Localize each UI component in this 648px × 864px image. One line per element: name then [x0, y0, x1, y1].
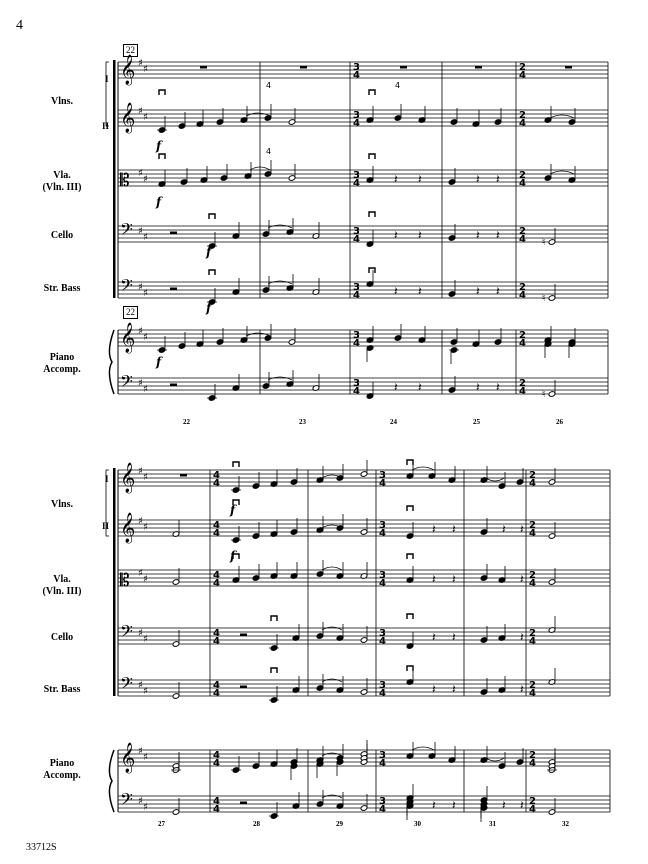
fingering-label: 4 — [266, 81, 272, 90]
slur — [322, 567, 342, 570]
half-rest-icon — [240, 802, 247, 805]
svg-text:3: 3 — [353, 378, 360, 389]
slur — [268, 377, 292, 380]
svg-text:♮: ♮ — [542, 293, 546, 304]
catalog-number: 33712S — [26, 842, 57, 853]
key-sharp-icon: ♯ — [138, 378, 143, 389]
slur — [412, 747, 434, 750]
quarter-rest-icon: 𝄽 — [496, 172, 500, 186]
key-sharp-icon: ♯ — [138, 326, 143, 337]
bar-number: 32 — [562, 820, 569, 828]
label-cello-s1: Cello — [50, 230, 74, 241]
bar-number: 27 — [158, 820, 165, 828]
key-sharp-icon: ♯ — [138, 226, 143, 237]
slur — [246, 333, 270, 336]
down-bow-icon — [271, 616, 277, 621]
key-sharp-icon: ♯ — [143, 802, 148, 813]
svg-text:3: 3 — [353, 226, 360, 237]
strings-bracket — [113, 468, 116, 696]
svg-text:4: 4 — [529, 758, 536, 769]
svg-text:3: 3 — [379, 470, 386, 481]
svg-text:4: 4 — [213, 478, 220, 489]
svg-text:4: 4 — [353, 118, 360, 129]
down-bow-icon — [369, 268, 375, 273]
page-number: 4 — [16, 18, 23, 33]
key-sharp-icon: ♯ — [138, 58, 143, 69]
slur — [486, 758, 504, 761]
quarter-rest-icon: 𝄽 — [520, 630, 524, 644]
down-bow-icon — [407, 614, 413, 619]
violin-ii-label: II — [102, 121, 110, 131]
quarter-rest-icon: 𝄽 — [476, 284, 480, 298]
svg-text:2: 2 — [529, 796, 536, 807]
violin-i-label-s2: I — [105, 474, 109, 484]
svg-text:4: 4 — [213, 636, 220, 647]
fingering-label: 4 — [395, 81, 401, 90]
quarter-rest-icon: 𝄽 — [394, 284, 398, 298]
svg-text:4: 4 — [519, 70, 526, 81]
dynamic-forte: f — [156, 139, 162, 153]
slur — [550, 115, 574, 118]
key-sharp-icon: ♯ — [143, 522, 148, 533]
svg-text:4: 4 — [519, 386, 526, 397]
key-sharp-icon: ♯ — [138, 516, 143, 527]
treble-clef-icon: 𝄞 — [120, 743, 136, 773]
key-sharp-icon: ♯ — [138, 746, 143, 757]
svg-text:4: 4 — [379, 636, 386, 647]
quarter-rest-icon: 𝄽 — [476, 228, 480, 242]
svg-text:3: 3 — [353, 282, 360, 293]
label-bass-s1: Str. Bass — [43, 283, 81, 294]
quarter-rest-icon: 𝄽 — [418, 380, 422, 394]
slur — [486, 478, 504, 481]
quarter-rest-icon: 𝄽 — [502, 798, 506, 812]
whole-rest-icon — [400, 66, 407, 69]
half-rest-icon — [240, 686, 247, 689]
svg-text:4: 4 — [529, 478, 536, 489]
svg-text:4: 4 — [529, 578, 536, 589]
key-sharp-icon: ♯ — [143, 174, 148, 185]
bass-clef-icon: 𝄢 — [120, 219, 133, 243]
svg-text:2: 2 — [519, 110, 526, 121]
quarter-rest-icon: 𝄽 — [394, 228, 398, 242]
svg-text:4: 4 — [213, 520, 220, 531]
quarter-rest-icon: 𝄽 — [418, 172, 422, 186]
key-sharp-icon: ♯ — [138, 796, 143, 807]
whole-rest-icon — [180, 474, 187, 477]
svg-text:2: 2 — [519, 170, 526, 181]
quarter-rest-icon: 𝄽 — [496, 284, 500, 298]
svg-text:3: 3 — [353, 110, 360, 121]
quarter-rest-icon: 𝄽 — [520, 572, 524, 586]
svg-text:4: 4 — [213, 688, 220, 699]
label-piano-line1: Piano — [49, 352, 75, 363]
quarter-rest-icon: 𝄽 — [496, 380, 500, 394]
piano-brace-icon — [109, 330, 114, 394]
whole-rest-icon — [200, 66, 207, 69]
slur — [322, 795, 342, 798]
bar-number: 29 — [336, 820, 343, 828]
svg-text:4: 4 — [213, 578, 220, 589]
down-bow-icon — [407, 506, 413, 511]
slur — [246, 113, 270, 116]
down-bow-icon — [271, 668, 277, 673]
bass-clef-icon: 𝄢 — [120, 789, 133, 813]
down-bow-icon — [159, 154, 165, 159]
label-piano-line2: Accomp. — [43, 364, 81, 375]
label-cello-s2: Cello — [50, 632, 74, 643]
svg-text:♮: ♮ — [542, 237, 546, 248]
dynamic-forte: f — [156, 195, 162, 209]
label-violins-s1: Vlns. — [51, 96, 73, 107]
label-viola-line2: (Vln. III) — [42, 182, 82, 193]
key-sharp-icon: ♯ — [143, 472, 148, 483]
label-viola-line1: Vla. — [53, 170, 71, 181]
svg-text:4: 4 — [213, 758, 220, 769]
quarter-rest-icon: 𝄽 — [452, 630, 456, 644]
key-sharp-icon: ♯ — [143, 332, 148, 343]
down-bow-icon — [209, 270, 215, 275]
slur — [268, 225, 292, 228]
treble-clef-icon: 𝄞 — [120, 513, 136, 543]
svg-text:4: 4 — [213, 628, 220, 639]
treble-clef-icon: 𝄞 — [120, 103, 136, 133]
treble-clef-icon: 𝄞 — [120, 463, 136, 493]
svg-text:4: 4 — [379, 688, 386, 699]
svg-text:4: 4 — [379, 804, 386, 815]
slur — [412, 467, 434, 470]
bar-number: 22 — [183, 418, 190, 426]
svg-text:2: 2 — [519, 282, 526, 293]
quarter-rest-icon: 𝄽 — [394, 380, 398, 394]
half-rest-icon — [170, 288, 177, 291]
half-rest-icon — [170, 384, 177, 387]
svg-text:4: 4 — [213, 570, 220, 581]
down-bow-icon — [407, 460, 413, 465]
svg-text:4: 4 — [213, 750, 220, 761]
alto-clef-icon: 𝄡 — [120, 171, 130, 191]
svg-text:♮: ♮ — [542, 389, 546, 400]
key-sharp-icon: ♯ — [138, 106, 143, 117]
key-sharp-icon: ♯ — [143, 384, 148, 395]
svg-text:4: 4 — [519, 118, 526, 129]
key-sharp-icon: ♯ — [143, 634, 148, 645]
svg-text:4: 4 — [213, 804, 220, 815]
svg-text:4: 4 — [213, 796, 220, 807]
svg-text:2: 2 — [519, 226, 526, 237]
quarter-rest-icon: 𝄽 — [496, 228, 500, 242]
svg-text:2: 2 — [529, 520, 536, 531]
svg-text:3: 3 — [379, 796, 386, 807]
slur — [268, 281, 292, 284]
bar-number: 24 — [390, 418, 397, 426]
quarter-rest-icon: 𝄽 — [432, 682, 436, 696]
svg-text:4: 4 — [519, 290, 526, 301]
svg-text:4: 4 — [213, 528, 220, 539]
down-bow-icon — [407, 554, 413, 559]
bar-number: 31 — [489, 820, 496, 828]
svg-text:4: 4 — [379, 528, 386, 539]
svg-text:2: 2 — [529, 680, 536, 691]
bar-number: 28 — [253, 820, 260, 828]
whole-rest-icon — [565, 66, 572, 69]
quarter-rest-icon: 𝄽 — [452, 798, 456, 812]
rehearsal-mark-strings: 22 — [123, 44, 138, 57]
violin-ii-label-s2: II — [102, 521, 110, 531]
treble-clef-icon: 𝄞 — [120, 55, 136, 85]
down-bow-icon — [209, 214, 215, 219]
dynamic-forte: f — [206, 301, 212, 315]
dynamic-forte: f — [230, 549, 236, 563]
quarter-rest-icon: 𝄽 — [452, 572, 456, 586]
svg-text:2: 2 — [529, 570, 536, 581]
svg-text:4: 4 — [353, 178, 360, 189]
svg-text:4: 4 — [379, 578, 386, 589]
down-bow-icon — [369, 90, 375, 95]
key-sharp-icon: ♯ — [143, 752, 148, 763]
svg-text:2: 2 — [529, 470, 536, 481]
label-piano-s2: Piano Accomp. — [43, 758, 81, 781]
key-sharp-icon: ♯ — [143, 112, 148, 123]
key-sharp-icon: ♯ — [138, 568, 143, 579]
quarter-rest-icon: 𝄽 — [520, 682, 524, 696]
key-sharp-icon: ♯ — [143, 232, 148, 243]
bass-clef-icon: 𝄢 — [120, 621, 133, 645]
bar-number: 25 — [473, 418, 480, 426]
piano-brace-icon — [109, 750, 114, 812]
bar-number: 30 — [414, 820, 421, 828]
key-sharp-icon: ♯ — [143, 64, 148, 75]
alto-clef-icon: 𝄡 — [120, 571, 130, 591]
violin-i-label: I — [105, 74, 109, 84]
svg-text:4: 4 — [529, 528, 536, 539]
svg-text:4: 4 — [529, 804, 536, 815]
down-bow-icon — [233, 462, 239, 467]
quarter-rest-icon: 𝄽 — [520, 522, 524, 536]
label-viola-s2: Vla. (Vln. III) — [42, 574, 82, 597]
svg-text:2: 2 — [529, 750, 536, 761]
svg-text:4: 4 — [379, 478, 386, 489]
quarter-rest-icon: 𝄽 — [432, 798, 436, 812]
svg-text:3: 3 — [379, 520, 386, 531]
svg-text:4: 4 — [353, 290, 360, 301]
svg-text:3: 3 — [353, 170, 360, 181]
svg-text:2: 2 — [519, 330, 526, 341]
svg-text:3: 3 — [379, 628, 386, 639]
quarter-rest-icon: 𝄽 — [432, 630, 436, 644]
whole-rest-icon — [300, 66, 307, 69]
key-sharp-icon: ♯ — [143, 288, 148, 299]
whole-rest-icon — [475, 66, 482, 69]
svg-text:2: 2 — [529, 628, 536, 639]
slur — [322, 627, 342, 630]
quarter-rest-icon: 𝄽 — [418, 284, 422, 298]
rehearsal-mark-piano: 22 — [123, 306, 138, 319]
quarter-rest-icon: 𝄽 — [432, 522, 436, 536]
svg-text:4: 4 — [213, 680, 220, 691]
quarter-rest-icon: 𝄽 — [418, 228, 422, 242]
key-sharp-icon: ♯ — [138, 466, 143, 477]
key-sharp-icon: ♯ — [143, 686, 148, 697]
svg-text:4: 4 — [529, 636, 536, 647]
svg-text:4: 4 — [353, 234, 360, 245]
svg-text:3: 3 — [353, 330, 360, 341]
key-sharp-icon: ♯ — [138, 282, 143, 293]
bass-clef-icon: 𝄢 — [120, 275, 133, 299]
down-bow-icon — [369, 154, 375, 159]
quarter-rest-icon: 𝄽 — [452, 522, 456, 536]
treble-clef-icon: 𝄞 — [120, 323, 136, 353]
strings-bracket — [113, 60, 116, 298]
svg-text:4: 4 — [213, 470, 220, 481]
svg-text:2: 2 — [519, 378, 526, 389]
quarter-rest-icon: 𝄽 — [432, 572, 436, 586]
svg-text:4: 4 — [379, 758, 386, 769]
svg-text:4: 4 — [353, 386, 360, 397]
svg-text:4: 4 — [519, 338, 526, 349]
bar-number: 23 — [299, 418, 306, 426]
down-bow-icon — [369, 212, 375, 217]
half-rest-icon — [240, 634, 247, 637]
fingering-label: 4 — [266, 147, 272, 156]
key-sharp-icon: ♯ — [138, 168, 143, 179]
key-sharp-icon: ♯ — [138, 680, 143, 691]
slur — [550, 171, 574, 174]
half-rest-icon — [170, 232, 177, 235]
bar-number: 26 — [556, 418, 563, 426]
svg-text:3: 3 — [379, 570, 386, 581]
dynamic-forte: f — [206, 245, 212, 259]
svg-text:3: 3 — [353, 62, 360, 73]
slur — [322, 679, 342, 682]
key-sharp-icon: ♯ — [143, 574, 148, 585]
label-bass-s2: Str. Bass — [43, 684, 81, 695]
svg-text:4: 4 — [519, 178, 526, 189]
key-sharp-icon: ♯ — [138, 628, 143, 639]
svg-text:2: 2 — [519, 62, 526, 73]
svg-text:4: 4 — [353, 338, 360, 349]
quarter-rest-icon: 𝄽 — [476, 172, 480, 186]
bass-clef-icon: 𝄢 — [120, 371, 133, 395]
quarter-rest-icon: 𝄽 — [394, 172, 398, 186]
svg-text:4: 4 — [519, 234, 526, 245]
svg-text:4: 4 — [353, 70, 360, 81]
svg-text:3: 3 — [379, 750, 386, 761]
down-bow-icon — [159, 90, 165, 95]
svg-text:3: 3 — [379, 680, 386, 691]
label-violins-s2: Vlns. — [51, 499, 73, 510]
quarter-rest-icon: 𝄽 — [452, 682, 456, 696]
down-bow-icon — [407, 666, 413, 671]
bass-clef-icon: 𝄢 — [120, 673, 133, 697]
quarter-rest-icon: 𝄽 — [520, 798, 524, 812]
svg-text:4: 4 — [529, 688, 536, 699]
dynamic-forte: f — [156, 355, 162, 369]
dynamic-forte: f — [230, 503, 236, 517]
quarter-rest-icon: 𝄽 — [476, 380, 480, 394]
quarter-rest-icon: 𝄽 — [502, 522, 506, 536]
